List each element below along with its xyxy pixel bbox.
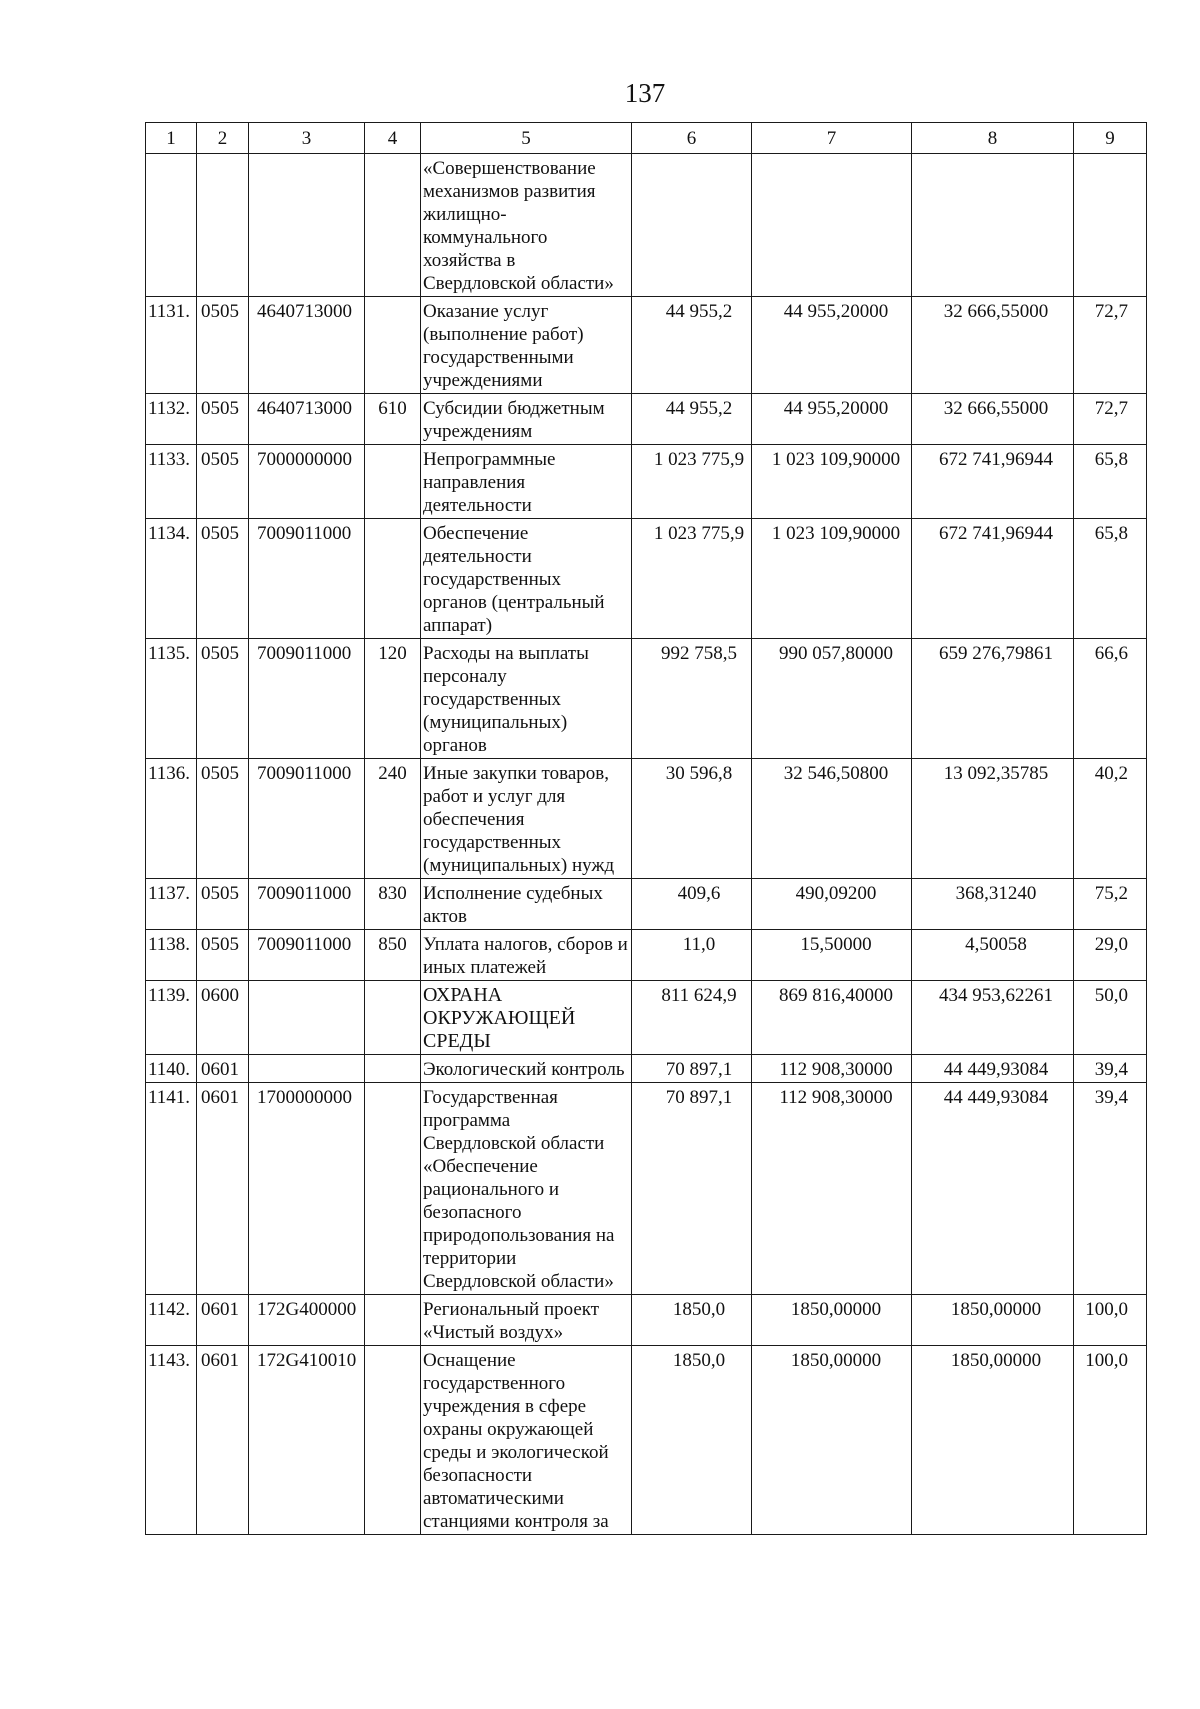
value-col8-cell: 672 741,96944 <box>912 519 1074 639</box>
percent-cell: 66,6 <box>1074 639 1147 759</box>
value-col6-cell: 44 955,2 <box>632 394 752 445</box>
value-col7-cell: 490,09200 <box>752 879 912 930</box>
table-row <box>146 445 1147 519</box>
expense-type-cell: 120 <box>365 639 421 759</box>
percent-cell <box>1074 154 1147 297</box>
table-row <box>146 1295 1147 1346</box>
percent-cell: 65,8 <box>1074 445 1147 519</box>
value-col7-cell: 112 908,30000 <box>752 1055 912 1083</box>
section-code-cell: 0505 <box>197 639 249 759</box>
section-code-cell: 0601 <box>197 1055 249 1083</box>
percent-cell: 50,0 <box>1074 981 1147 1055</box>
section-code-cell: 0600 <box>197 981 249 1055</box>
value-col6-cell: 1 023 775,9 <box>632 445 752 519</box>
section-code-cell: 0505 <box>197 930 249 981</box>
budget-table <box>145 122 1147 1535</box>
table-row <box>146 981 1147 1055</box>
header-cell: 3 <box>249 123 365 154</box>
row-number-cell: 1138. <box>146 930 197 981</box>
value-col6-cell: 30 596,8 <box>632 759 752 879</box>
expense-type-cell <box>365 445 421 519</box>
table-row <box>146 297 1147 394</box>
row-number-cell: 1141. <box>146 1083 197 1295</box>
section-code-cell: 0601 <box>197 1346 249 1535</box>
expense-type-cell <box>365 981 421 1055</box>
target-article-cell <box>249 154 365 297</box>
table-row <box>146 1055 1147 1083</box>
value-col6-cell: 1850,0 <box>632 1346 752 1535</box>
section-code-cell: 0601 <box>197 1295 249 1346</box>
percent-cell: 72,7 <box>1074 394 1147 445</box>
header-cell: 8 <box>912 123 1074 154</box>
value-col8-cell: 368,31240 <box>912 879 1074 930</box>
item-name-cell: Оказание услуг (выполнение работ) государственными учреждениями <box>421 297 632 394</box>
header-cell: 1 <box>146 123 197 154</box>
value-col6-cell: 70 897,1 <box>632 1055 752 1083</box>
percent-cell: 75,2 <box>1074 879 1147 930</box>
percent-cell: 100,0 <box>1074 1346 1147 1535</box>
row-number-cell: 1135. <box>146 639 197 759</box>
row-number-cell: 1143. <box>146 1346 197 1535</box>
row-number-cell: 1133. <box>146 445 197 519</box>
target-article-cell: 7009011000 <box>249 930 365 981</box>
table-row <box>146 1083 1147 1295</box>
value-col6-cell: 992 758,5 <box>632 639 752 759</box>
header-cell: 7 <box>752 123 912 154</box>
value-col6-cell: 44 955,2 <box>632 297 752 394</box>
row-number-cell: 1132. <box>146 394 197 445</box>
target-article-cell: 1700000000 <box>249 1083 365 1295</box>
target-article-cell: 7009011000 <box>249 519 365 639</box>
percent-cell: 29,0 <box>1074 930 1147 981</box>
item-name-cell: Иные закупки товаров, работ и услуг для обеспечения государственных (муниципальных) нужд <box>421 759 632 879</box>
target-article-cell: 4640713000 <box>249 394 365 445</box>
value-col6-cell: 70 897,1 <box>632 1083 752 1295</box>
header-cell: 9 <box>1074 123 1147 154</box>
value-col6-cell: 1 023 775,9 <box>632 519 752 639</box>
section-code-cell: 0505 <box>197 759 249 879</box>
value-col8-cell: 434 953,62261 <box>912 981 1074 1055</box>
row-number-cell <box>146 154 197 297</box>
value-col8-cell: 659 276,79861 <box>912 639 1074 759</box>
value-col7-cell: 44 955,20000 <box>752 394 912 445</box>
expense-type-cell <box>365 1295 421 1346</box>
item-name-cell: Оснащение государственного учреждения в сфере охраны окружающей среды и экологической безопасности автоматическими станциями контроля за <box>421 1346 632 1535</box>
value-col7-cell: 1 023 109,90000 <box>752 519 912 639</box>
expense-type-cell <box>365 1083 421 1295</box>
expense-type-cell <box>365 154 421 297</box>
value-col7-cell: 112 908,30000 <box>752 1083 912 1295</box>
table-body <box>146 154 1147 1535</box>
row-number-cell: 1140. <box>146 1055 197 1083</box>
table-row <box>146 639 1147 759</box>
expense-type-cell: 830 <box>365 879 421 930</box>
percent-cell: 100,0 <box>1074 1295 1147 1346</box>
value-col8-cell: 44 449,93084 <box>912 1055 1074 1083</box>
value-col8-cell: 44 449,93084 <box>912 1083 1074 1295</box>
target-article-cell <box>249 981 365 1055</box>
percent-cell: 40,2 <box>1074 759 1147 879</box>
row-number-cell: 1142. <box>146 1295 197 1346</box>
target-article-cell: 7009011000 <box>249 879 365 930</box>
item-name-cell: Субсидии бюджетным учреждениям <box>421 394 632 445</box>
expense-type-cell <box>365 1346 421 1535</box>
target-article-cell: 7009011000 <box>249 759 365 879</box>
table-row <box>146 1346 1147 1535</box>
page-number: 137 <box>624 78 666 108</box>
section-code-cell: 0601 <box>197 1083 249 1295</box>
header-cell: 6 <box>632 123 752 154</box>
value-col8-cell: 13 092,35785 <box>912 759 1074 879</box>
header-cell: 2 <box>197 123 249 154</box>
header-cell: 4 <box>365 123 421 154</box>
percent-cell: 39,4 <box>1074 1083 1147 1295</box>
value-col7-cell: 15,50000 <box>752 930 912 981</box>
value-col7-cell: 1850,00000 <box>752 1346 912 1535</box>
target-article-cell: 172G400000 <box>249 1295 365 1346</box>
row-number-cell: 1136. <box>146 759 197 879</box>
percent-cell: 39,4 <box>1074 1055 1147 1083</box>
value-col8-cell: 32 666,55000 <box>912 297 1074 394</box>
value-col8-cell: 1850,00000 <box>912 1346 1074 1535</box>
item-name-cell: Обеспечение деятельности государственных органов (центральный аппарат) <box>421 519 632 639</box>
value-col6-cell: 409,6 <box>632 879 752 930</box>
item-name-cell: Региональный проект «Чистый воздух» <box>421 1295 632 1346</box>
value-col7-cell: 990 057,80000 <box>752 639 912 759</box>
item-name-cell: Государственная программа Свердловской области «Обеспечение рационального и безопасного природопользования на территории Свердловской области» <box>421 1083 632 1295</box>
value-col7-cell: 1 023 109,90000 <box>752 445 912 519</box>
section-code-cell <box>197 154 249 297</box>
item-name-cell: Расходы на выплаты персоналу государственных (муниципальных) органов <box>421 639 632 759</box>
target-article-cell: 172G410010 <box>249 1346 365 1535</box>
target-article-cell: 7009011000 <box>249 639 365 759</box>
section-code-cell: 0505 <box>197 394 249 445</box>
item-name-cell: ОХРАНА ОКРУЖАЮЩЕЙ СРЕДЫ <box>421 981 632 1055</box>
table-row <box>146 879 1147 930</box>
value-col8-cell: 4,50058 <box>912 930 1074 981</box>
item-name-cell: «Совершенствование механизмов развития жилищно-коммунального хозяйства в Свердловской области» <box>421 154 632 297</box>
section-code-cell: 0505 <box>197 297 249 394</box>
value-col8-cell: 672 741,96944 <box>912 445 1074 519</box>
value-col7-cell: 1850,00000 <box>752 1295 912 1346</box>
header-cell: 5 <box>421 123 632 154</box>
value-col8-cell <box>912 154 1074 297</box>
section-code-cell: 0505 <box>197 445 249 519</box>
value-col7-cell: 44 955,20000 <box>752 297 912 394</box>
item-name-cell: Непрограммные направления деятельности <box>421 445 632 519</box>
value-col6-cell: 1850,0 <box>632 1295 752 1346</box>
expense-type-cell <box>365 519 421 639</box>
value-col6-cell <box>632 154 752 297</box>
table-row <box>146 930 1147 981</box>
target-article-cell: 4640713000 <box>249 297 365 394</box>
value-col6-cell: 811 624,9 <box>632 981 752 1055</box>
expense-type-cell: 240 <box>365 759 421 879</box>
target-article-cell: 7000000000 <box>249 445 365 519</box>
row-number-cell: 1131. <box>146 297 197 394</box>
item-name-cell: Экологический контроль <box>421 1055 632 1083</box>
value-col7-cell: 869 816,40000 <box>752 981 912 1055</box>
percent-cell: 65,8 <box>1074 519 1147 639</box>
row-number-cell: 1134. <box>146 519 197 639</box>
section-code-cell: 0505 <box>197 519 249 639</box>
table-row <box>146 519 1147 639</box>
header-row <box>146 123 1147 154</box>
expense-type-cell <box>365 297 421 394</box>
item-name-cell: Уплата налогов, сборов и иных платежей <box>421 930 632 981</box>
section-code-cell: 0505 <box>197 879 249 930</box>
table-row <box>146 394 1147 445</box>
expense-type-cell: 610 <box>365 394 421 445</box>
value-col6-cell: 11,0 <box>632 930 752 981</box>
table-row <box>146 154 1147 297</box>
row-number-cell: 1137. <box>146 879 197 930</box>
item-name-cell: Исполнение судебных актов <box>421 879 632 930</box>
value-col7-cell: 32 546,50800 <box>752 759 912 879</box>
table-row <box>146 759 1147 879</box>
value-col8-cell: 32 666,55000 <box>912 394 1074 445</box>
row-number-cell: 1139. <box>146 981 197 1055</box>
expense-type-cell <box>365 1055 421 1083</box>
target-article-cell <box>249 1055 365 1083</box>
value-col8-cell: 1850,00000 <box>912 1295 1074 1346</box>
value-col7-cell <box>752 154 912 297</box>
percent-cell: 72,7 <box>1074 297 1147 394</box>
expense-type-cell: 850 <box>365 930 421 981</box>
